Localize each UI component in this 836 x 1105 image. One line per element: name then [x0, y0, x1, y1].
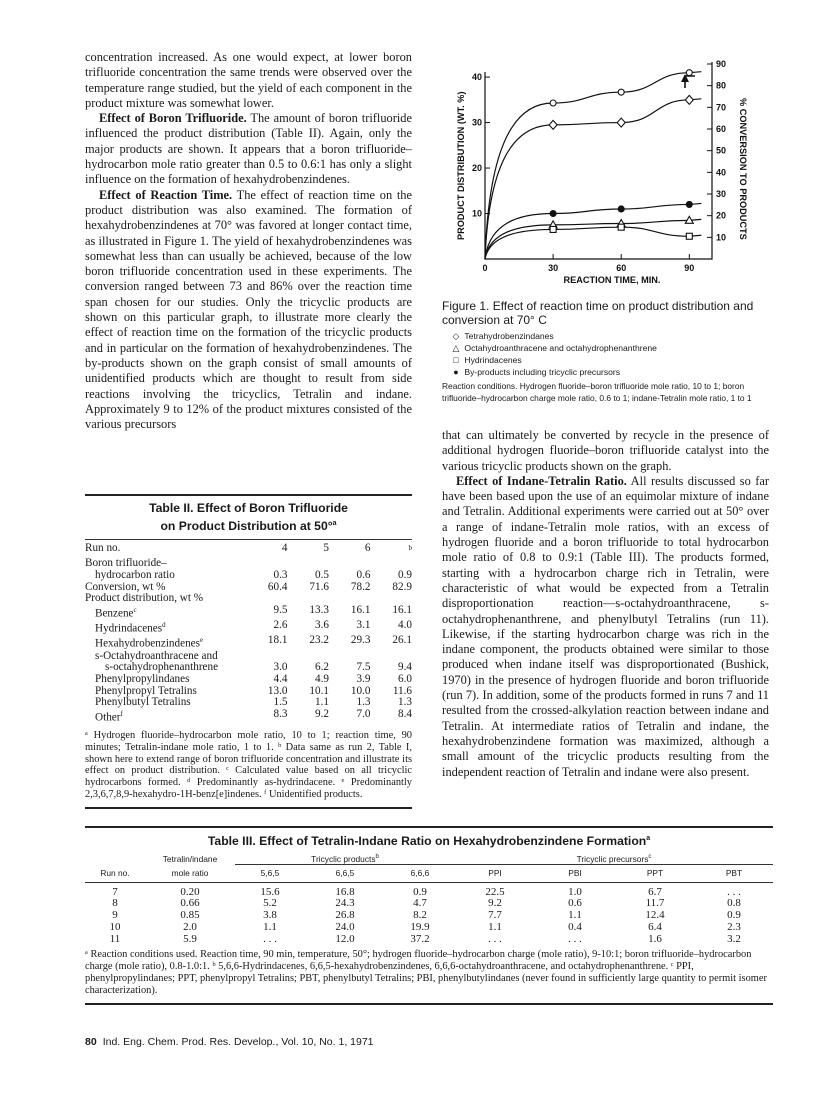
paragraph-text: The effect of reaction time on the product distribution was also examined. The formation of hexahydrobenzindenes at 70° was favored at longer contact time, as illustrated in Figure 1. The yield of hexahydrobenzindenes was somewhat less than can usually be achieved, because of the low boron trifluoride concentration used in these experiments. The conversion ranged between 73 and 86% over the reaction time span chosen for our studies. Only the tricyclic products are shown on this particular graph, to illustrate more clearly the effect of reaction time on the formation of the tricyclic products and in particular on the formation of hexahydrobenzindenes. The by-products shown on the graph consist of small amounts of unidentified products which are thought to result from side reactions involving the tricyclics, Tetralin and indane. Approximately 9 to 12% of the product mixtures consisted of the various precursors — [85, 187, 412, 432]
y-axis-label: PRODUCT DISTRIBUTION (WT. %) — [456, 91, 466, 240]
table-cell: 7.7 — [488, 909, 502, 922]
table-footnotes: ᵃ Reaction conditions used. Reaction time, 90 min, temperature, 50°; hydrogen fluoride–hydrocarbon charge (mole ratio), 9-10:1; boron trifluoride–hydrocarbon charge (mole ratio), 0.8-1.0:1. ᵇ 5,6,6-Hydrindacenes, 6,6,5-hexahydrobenzindenes, 6,6,6-octahydroanthracene, and octahydrophenanthrene. ᶜ PPI, phenylpropylindanes; PPT, phenylpropyl Tetralins; PBT, phenylbutyl Tetralins; PBI, phenylbutylindanes (never found in sufficiently large quantity to permit isomer characterization). — [85, 949, 767, 997]
table-rule — [85, 826, 773, 828]
y-tick-label: 10 — [471, 208, 482, 219]
table-cell: 12.4 — [645, 909, 665, 922]
y2-tick-label: 70 — [716, 102, 727, 113]
left-column — [85, 50, 412, 432]
table-cell: 12.0 — [335, 932, 355, 945]
y-tick-label: 40 — [471, 72, 482, 83]
data-point-diamond — [549, 120, 557, 129]
table-cell: 9 — [112, 909, 118, 922]
journal-citation: Ind. Eng. Chem. Prod. Res. Develop., Vol. 10, No. 1, 1971 — [102, 1036, 374, 1048]
table-title: Table III. Effect of Tetralin-Indane Ratio on Hexahydrobenzindene Formation$^a$ — [207, 834, 651, 848]
table-cell: 0.85 — [180, 909, 200, 922]
table-header-row: Tetralin/indane Tricyclic products$^b$ Tricyclic precursors$^c$ — [85, 854, 773, 865]
table-body — [85, 543, 412, 724]
table-cell: . . . — [568, 932, 582, 945]
section-runin-heading: Effect of Indane-Tetralin Ratio. — [456, 473, 627, 488]
y2-tick-label: 50 — [716, 145, 727, 156]
y2-tick-label: 60 — [716, 124, 727, 134]
square-icon: □ — [453, 355, 459, 365]
table-cell: 2.0 — [183, 920, 197, 933]
diamond-icon: ◇ — [452, 331, 460, 341]
table-cell: 4.7 — [413, 897, 427, 910]
table-3-grid — [85, 854, 773, 945]
paragraph — [85, 188, 412, 433]
table-row — [85, 934, 773, 946]
figure-1 — [440, 50, 770, 300]
data-point-square — [618, 224, 624, 230]
table-cell: 26.8 — [335, 909, 355, 922]
table-cell: 16.8 — [335, 885, 355, 898]
table-cell: 8 — [112, 897, 118, 910]
data-point-open-circle — [550, 100, 556, 106]
table-header-row: Run no. mole ratio 5,6,5 6,6,5 6,6,6 PPI PBI PPT PBT — [85, 865, 773, 883]
table-cell: 0.6 — [568, 897, 582, 910]
axis-frame — [485, 62, 712, 259]
x-tick-label: 0 — [482, 263, 488, 273]
table-rule — [85, 539, 412, 540]
paragraph-text: All results discussed so far have been based upon the use of an equimolar mixture of indane and Tetralin. Additional experiments were carried out at 50° over a range of indane-Tetralin mole ratios, with an excess of hydrogen fluoride and a boron trifluoride to total hydrocarbon mole ratio of 0.8 to 0.9:1 (Table III). The products formed, starting with a hydrocarbon charge rich in Tetralin, were characteristic of what would be expected from a Tetralin disproportionation reaction—s-octahydroanthracene, s-octahydrophenanthrene, and phenylbutyl Tetralins (run 11). Likewise, if the starting hydrocarbon charge was rich in the indane component, the products obtained were similar to those produced when indane itself was disproportionated (Bushick, 1970) in the presence of hydrogen fluoride and boron trifluoride (run 7). In addition, some of the products formed in runs 7 and 11 resulted from the crossed-alkylation reaction between indane and Tetralin. At intermediate ratios of Tetralin and indane, the hexahydrobenzindene formation was maximized, although a small amount of the tricyclic products resulting from the independent reaction of Tetralin and indane were also present. — [442, 473, 769, 779]
table-cell: 2.3 — [727, 920, 741, 933]
table-rule — [85, 807, 412, 809]
table-rule — [85, 494, 412, 496]
paragraph-text: The amount of boron trifluoride influenced the product distribution (Table II). Again, only the major products are shown. It appears that a boron trifluoride–hydrocarbon mole ratio greater than 0.5 to 0.6:1 has only a slight influence on the formation of hexahydrobenzindenes. — [85, 111, 412, 187]
series-line-open-circle — [485, 72, 701, 259]
table-row: Run no. 4 5 6 $^b$ — [85, 542, 412, 555]
table-cell: 0.9 — [413, 885, 427, 898]
figure-1-chart — [440, 50, 770, 300]
y2-tick-label: 40 — [716, 167, 727, 178]
y2-tick-label: 80 — [716, 80, 727, 91]
paragraph: concentration increased. As one would expect, at lower boron trifluoride concentration the same trends were observed over the temperature range studied, but the yield of each component in the product mixture was somewhat lower. — [85, 50, 412, 110]
legend-item: △ Octahydroanthracene and octahydrophenanthrene — [450, 342, 772, 354]
table-cell: 1.0 — [568, 885, 582, 898]
table-cell: 0.8 — [727, 897, 741, 910]
table-cell: . . . — [488, 932, 502, 945]
y2-tick-label: 30 — [716, 189, 727, 199]
table-row: Boron trifluoride– — [85, 557, 167, 570]
table-cell: 11 — [109, 932, 121, 945]
table-cell: 19.9 — [410, 920, 430, 933]
table-cell: 37.2 — [410, 932, 430, 945]
paragraph — [442, 474, 769, 780]
table-row — [85, 922, 773, 934]
table-cell: 0.4 — [568, 920, 582, 933]
x-tick-label: 90 — [684, 263, 695, 273]
table-cell: 22.5 — [485, 885, 505, 898]
table-cell: 10 — [109, 920, 121, 933]
table-cell: 24.0 — [335, 920, 355, 933]
data-point-filled-circle — [550, 211, 556, 217]
right-column — [442, 428, 769, 780]
table-cell: 0.20 — [180, 885, 200, 898]
data-point-filled-circle — [618, 206, 624, 212]
table-cell: 1.1 — [568, 909, 582, 922]
table-cell: 1.1 — [488, 920, 502, 933]
table-row — [85, 882, 773, 898]
y2-tick-label: 20 — [716, 210, 727, 221]
table-row: Benzene$^c$ 9.5 13.3 16.1 16.1 — [95, 603, 412, 620]
table-row: s-Octahydroanthracene and — [95, 649, 218, 662]
x-axis-label: REACTION TIME, MIN. — [563, 275, 661, 285]
table-2 — [85, 494, 412, 809]
table-row: Conversion, wt % 60.4 71.6 78.2 82.9 — [85, 580, 412, 593]
series-line-triangle — [485, 219, 701, 259]
data-point-diamond — [617, 118, 625, 127]
caption-text: Figure 1. Effect of reaction time on product distribution and conversion at 70° C — [442, 299, 754, 327]
page-number: 80 — [85, 1036, 97, 1048]
figure-caption — [442, 299, 772, 404]
reaction-conditions: Reaction conditions. Hydrogen fluoride–boron trifluoride mole ratio, 10 to 1; boron trifluoride–hydrocarbon charge mole ratio, 0.6 to 1; indane-Tetralin mole ratio, 1 to 1 — [442, 381, 752, 403]
y2-axis-label: % CONVERSION TO PRODUCTS — [738, 98, 748, 240]
section-runin-heading: Effect of Reaction Time. — [99, 187, 233, 202]
y-tick-label: 30 — [471, 117, 482, 128]
table-cell: 24.3 — [335, 897, 355, 910]
table-cell: . . . — [263, 932, 277, 945]
table-cell: 1.6 — [648, 932, 662, 945]
table-cell: 7 — [112, 885, 118, 898]
data-point-diamond — [685, 95, 693, 104]
table-cell: 5.9 — [183, 932, 197, 945]
y2-tick-label: 90 — [716, 59, 727, 69]
table-cell: 0.9 — [727, 909, 741, 922]
table-row: Phenylbutyl Tetralins 1.5 1.1 1.3 1.3 — [95, 696, 412, 709]
table-cell: 11.7 — [645, 897, 665, 910]
paragraph: that can ultimately be converted by recycle in the presence of additional hydrogen fluoride–boron trifluoride catalyst into the various tricyclic products shown on the graph. — [442, 428, 769, 473]
table-cell: 8.2 — [413, 909, 427, 922]
legend-item: ◇ Tetrahydrobenzindanes — [450, 330, 772, 342]
table-row: hydrocarbon ratio 0.3 0.5 0.6 0.9 — [95, 568, 412, 581]
paragraph — [85, 111, 412, 187]
table-cell: 15.6 — [260, 885, 280, 898]
data-point-square — [686, 233, 692, 239]
data-point-square — [550, 226, 556, 232]
data-point-open-circle — [686, 70, 692, 76]
table-cell: 0.66 — [180, 897, 200, 910]
table-row: Other$^f$ 8.3 9.2 7.0 8.4 — [95, 707, 412, 724]
table-row: Hexahydrobenzindenes$^e$ 18.1 23.2 29.3 26.1 — [95, 634, 412, 651]
table-cell: 1.1 — [263, 920, 277, 933]
table-row: Phenylpropylindanes 4.4 4.9 3.9 6.0 — [95, 672, 412, 685]
legend-item: □ Hydrindacenes — [450, 354, 772, 366]
section-runin-heading: Effect of Boron Trifluoride. — [99, 111, 247, 126]
table-cell: 3.8 — [263, 909, 277, 922]
table-cell: 6.4 — [648, 920, 662, 933]
series-line-filled-circle — [485, 203, 701, 259]
table-3 — [85, 826, 773, 1005]
x-tick-label: 30 — [548, 263, 559, 273]
table-row: Hydrindacenes$^d$ 2.6 3.6 3.1 4.0 — [95, 619, 412, 635]
table-row: Phenylpropyl Tetralins 13.0 10.1 10.0 11.6 — [95, 684, 412, 697]
table-cell: 6.7 — [648, 885, 662, 898]
table-cell: 9.2 — [488, 897, 502, 910]
y2-tick-label: 10 — [716, 232, 727, 243]
data-point-open-circle — [618, 89, 624, 95]
legend — [450, 330, 772, 378]
legend-item: ● By-products including tricyclic precursors — [450, 366, 772, 378]
series-line-square — [485, 227, 701, 259]
table-row: s-octahydrophenanthrene 3.0 6.2 7.5 9.4 — [105, 661, 412, 674]
table-title: Table II. Effect of Boron Trifluoride on Product Distribution at 50°$^a$ — [149, 501, 348, 534]
table-cell: 5.2 — [263, 897, 277, 910]
y-tick-label: 20 — [471, 163, 482, 174]
table-cell: . . . — [727, 885, 741, 898]
triangle-icon: △ — [452, 343, 460, 353]
table-footnotes: ᵃ Hydrogen fluoride–hydrocarbon mole ratio, 10 to 1; reaction time, 90 minutes; Tetralin-indane mole ratio, 1 to 1. ᵇ Data same as run 2, Table I, shown here to extend range of boron trifluoride concentration and illustrate its effect on product distribution. ᶜ Calculated value based on all tricyclic hydrocarbons formed. ᵈ Predominantly as-hydrindacene. ᵉ Predominantly 2,3,6,7,8,9-hexahydro-1H-benz[e]indenes. ᶠ Unidentified products. — [85, 730, 412, 801]
table-row: Product distribution, wt % — [85, 592, 204, 605]
data-point-filled-circle — [686, 201, 692, 207]
page-footer — [85, 1036, 374, 1048]
x-tick-label: 60 — [616, 263, 627, 273]
table-rule — [85, 1003, 773, 1005]
table-cell: 3.2 — [727, 932, 741, 945]
filled-circle-icon: ● — [453, 367, 459, 377]
